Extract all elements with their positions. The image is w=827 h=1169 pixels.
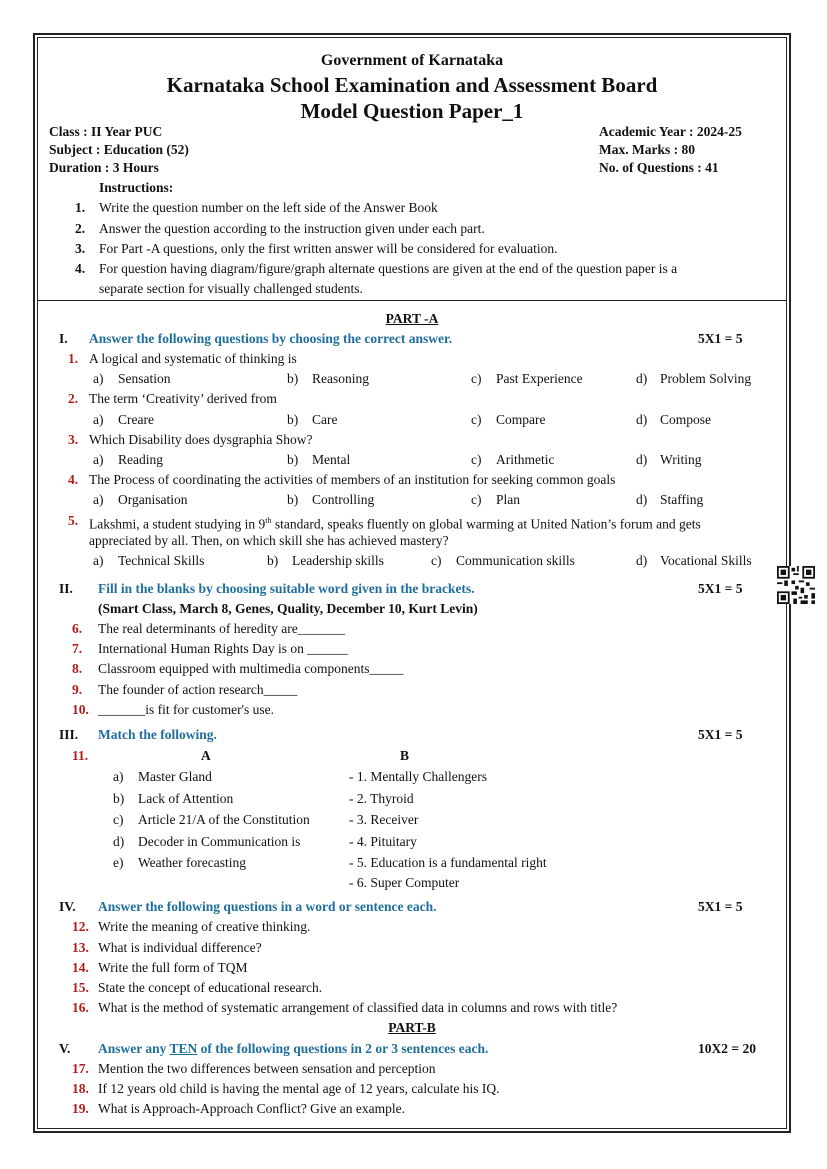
match-a-label: d) [113, 834, 125, 849]
option-text: Organisation [118, 492, 188, 507]
option-text: Sensation [118, 371, 171, 386]
question-text: What is the method of systematic arrangement of classified data in columns and rows with title? [98, 1000, 618, 1015]
question-number: 13. [72, 940, 89, 955]
question-text: The Process of coordinating the activities of members of an institution for seeking common goals [89, 472, 616, 487]
paper-title: Model Question Paper_1 [300, 99, 524, 123]
max-marks: Max. Marks : 80 [599, 142, 695, 157]
option-text: Leadership skills [292, 553, 384, 568]
question-text: Classroom equipped with multimedia components_____ [98, 661, 404, 676]
question-number: 7. [72, 641, 83, 656]
match-a-text: Decoder in Communication is [138, 834, 301, 849]
instruction-text: Write the question number on the left side of the Answer Book [99, 200, 438, 215]
option-text: Communication skills [456, 553, 575, 568]
match-a-label: b) [113, 791, 125, 806]
word-bank: (Smart Class, March 8, Genes, Quality, December 10, Kurt Levin) [98, 601, 478, 616]
match-a-text: Master Gland [138, 769, 212, 784]
option-label: b) [287, 412, 299, 427]
option-label: c) [471, 452, 482, 467]
question-text: A logical and systematic of thinking is [89, 351, 297, 366]
option-label: d) [636, 452, 648, 467]
option-label: c) [471, 492, 482, 507]
qr-code [777, 566, 815, 604]
option-label: a) [93, 553, 104, 568]
option-text: Staffing [660, 492, 704, 507]
instruction-text: separate section for visually challenged students. [99, 281, 363, 296]
instruction-number: 2. [75, 221, 86, 236]
option-label: a) [93, 371, 104, 386]
option-text: Arithmetic [496, 452, 555, 467]
question-text: Which Disability does dysgraphia Show? [89, 432, 313, 447]
question-number: 14. [72, 960, 89, 975]
question-text: International Human Rights Day is on ______ [98, 641, 348, 656]
match-b-item: - 5. Education is a fundamental right [349, 855, 547, 870]
section-title: Fill in the blanks by choosing suitable word given in the brackets. [98, 581, 475, 596]
question-number: 19. [72, 1101, 89, 1116]
question-number: 11. [72, 748, 89, 763]
superscript: th [265, 516, 272, 525]
question-number: 18. [72, 1081, 89, 1096]
option-label: b) [287, 371, 299, 386]
question-text: Write the full form of TQM [98, 960, 248, 975]
option-text: Vocational Skills [660, 553, 752, 568]
option-text: Compose [660, 412, 712, 427]
column-a-header: A [201, 748, 211, 763]
question-number: 3. [68, 432, 79, 447]
match-a-label: e) [113, 855, 124, 870]
match-a-text: Weather forecasting [138, 855, 246, 870]
instruction-text: Answer the question according to the instruction given under each part. [99, 221, 485, 236]
option-label: a) [93, 492, 104, 507]
section-number: I. [59, 331, 68, 346]
option-label: b) [287, 452, 299, 467]
match-b-item: - 4. Pituitary [349, 834, 417, 849]
question-count: No. of Questions : 41 [599, 160, 719, 175]
option-text: Past Experience [496, 371, 583, 386]
option-text: Reasoning [312, 371, 369, 386]
option-label: d) [636, 371, 648, 386]
option-text: Controlling [312, 492, 375, 507]
question-text: What is individual difference? [98, 940, 262, 955]
option-text: Mental [312, 452, 351, 467]
header-divider [37, 300, 787, 301]
match-a-text: Lack of Attention [138, 791, 234, 806]
option-label: c) [471, 371, 482, 386]
question-number: 5. [68, 513, 79, 528]
question-text-continued: appreciated by all. Then, on which skill she has achieved mastery? [89, 533, 449, 548]
option-label: c) [471, 412, 482, 427]
question-text-part: Lakshmi, a student studying in 9 [89, 516, 266, 532]
question-text: What is Approach-Approach Conflict? Give an example. [98, 1101, 406, 1116]
board-title: Karnataka School Examination and Assessment Board [166, 73, 658, 97]
question-text: The term ‘Creativity’ derived from [89, 391, 277, 406]
section-marks: 10X2 = 20 [698, 1041, 756, 1056]
question-text: If 12 years old child is having the mental age of 12 years, calculate his IQ. [98, 1081, 500, 1096]
instruction-number: 1. [75, 200, 86, 215]
question-number: 8. [72, 661, 83, 676]
question-number: 1. [68, 351, 79, 366]
question-number: 17. [72, 1061, 89, 1076]
instruction-text: For Part -A questions, only the first written answer will be considered for evaluation. [99, 241, 558, 256]
option-label: b) [287, 492, 299, 507]
question-text [89, 513, 701, 533]
match-b-item: - 1. Mentally Challengers [349, 769, 487, 784]
option-label: c) [431, 553, 442, 568]
match-b-item: - 2. Thyroid [349, 791, 414, 806]
question-number: 6. [72, 621, 83, 636]
question-text: The founder of action research_____ [98, 682, 298, 697]
academic-year: Academic Year : 2024-25 [599, 124, 742, 139]
question-text: Write the meaning of creative thinking. [98, 919, 311, 934]
option-label: d) [636, 492, 648, 507]
question-number: 4. [68, 472, 79, 487]
subject-info: Subject : Education (52) [49, 142, 189, 157]
option-text: Care [312, 412, 338, 427]
section-title: Match the following. [98, 727, 217, 742]
match-b-item: - 6. Super Computer [349, 875, 460, 890]
question-text: Mention the two differences between sensation and perception [98, 1061, 436, 1076]
match-a-label: a) [113, 769, 124, 784]
question-number: 15. [72, 980, 89, 995]
instruction-text: For question having diagram/figure/graph alternate questions are given at the end of the question paper is a [99, 261, 678, 276]
section-marks: 5X1 = 5 [698, 581, 743, 596]
section-number: V. [59, 1041, 71, 1056]
part-a-title: PART -A [385, 311, 439, 326]
instruction-number: 3. [75, 241, 86, 256]
question-text: State the concept of educational research. [98, 980, 323, 995]
option-text: Problem Solving [660, 371, 752, 386]
section-marks: 5X1 = 5 [698, 727, 743, 742]
section-title: Answer the following questions by choosing the correct answer. [89, 331, 453, 346]
option-text: Writing [660, 452, 702, 467]
question-number: 16. [72, 1000, 89, 1015]
section-title-part: Answer any [98, 1041, 170, 1056]
option-label: b) [267, 553, 279, 568]
section-title-part: of the following questions in 2 or 3 sentences each. [197, 1041, 489, 1056]
option-label: a) [93, 412, 104, 427]
section-title [98, 1041, 488, 1057]
option-label: d) [636, 412, 648, 427]
section-marks: 5X1 = 5 [698, 899, 743, 914]
question-text-part: standard, speaks fluently on global warming at United Nation’s forum and gets [271, 516, 701, 532]
column-b-header: B [400, 748, 410, 763]
duration-info: Duration : 3 Hours [49, 160, 159, 175]
class-info: Class : II Year PUC [49, 124, 163, 139]
instructions-title: Instructions: [99, 180, 174, 195]
section-title-emphasis: TEN [169, 1041, 198, 1056]
part-b-title: PART-B [388, 1020, 436, 1035]
option-text: Plan [496, 492, 521, 507]
match-a-text: Article 21/A of the Constitution [138, 812, 310, 827]
question-text: _______is fit for customer's use. [98, 702, 275, 717]
government-title: Government of Karnataka [320, 52, 504, 69]
question-number: 12. [72, 919, 89, 934]
question-number: 10. [72, 702, 89, 717]
option-label: a) [93, 452, 104, 467]
question-text: The real determinants of heredity are_______ [98, 621, 346, 636]
instruction-number: 4. [75, 261, 86, 276]
question-number: 2. [68, 391, 79, 406]
section-marks: 5X1 = 5 [698, 331, 743, 346]
option-text: Reading [118, 452, 163, 467]
section-number: II. [59, 581, 73, 596]
option-text: Compare [496, 412, 546, 427]
option-label: d) [636, 553, 648, 568]
section-title: Answer the following questions in a word or sentence each. [98, 899, 437, 914]
question-number: 9. [72, 682, 83, 697]
match-a-label: c) [113, 812, 124, 827]
section-number: IV. [59, 899, 76, 914]
option-text: Technical Skills [118, 553, 205, 568]
option-text: Creare [118, 412, 154, 427]
match-b-item: - 3. Receiver [349, 812, 419, 827]
section-number: III. [59, 727, 79, 742]
